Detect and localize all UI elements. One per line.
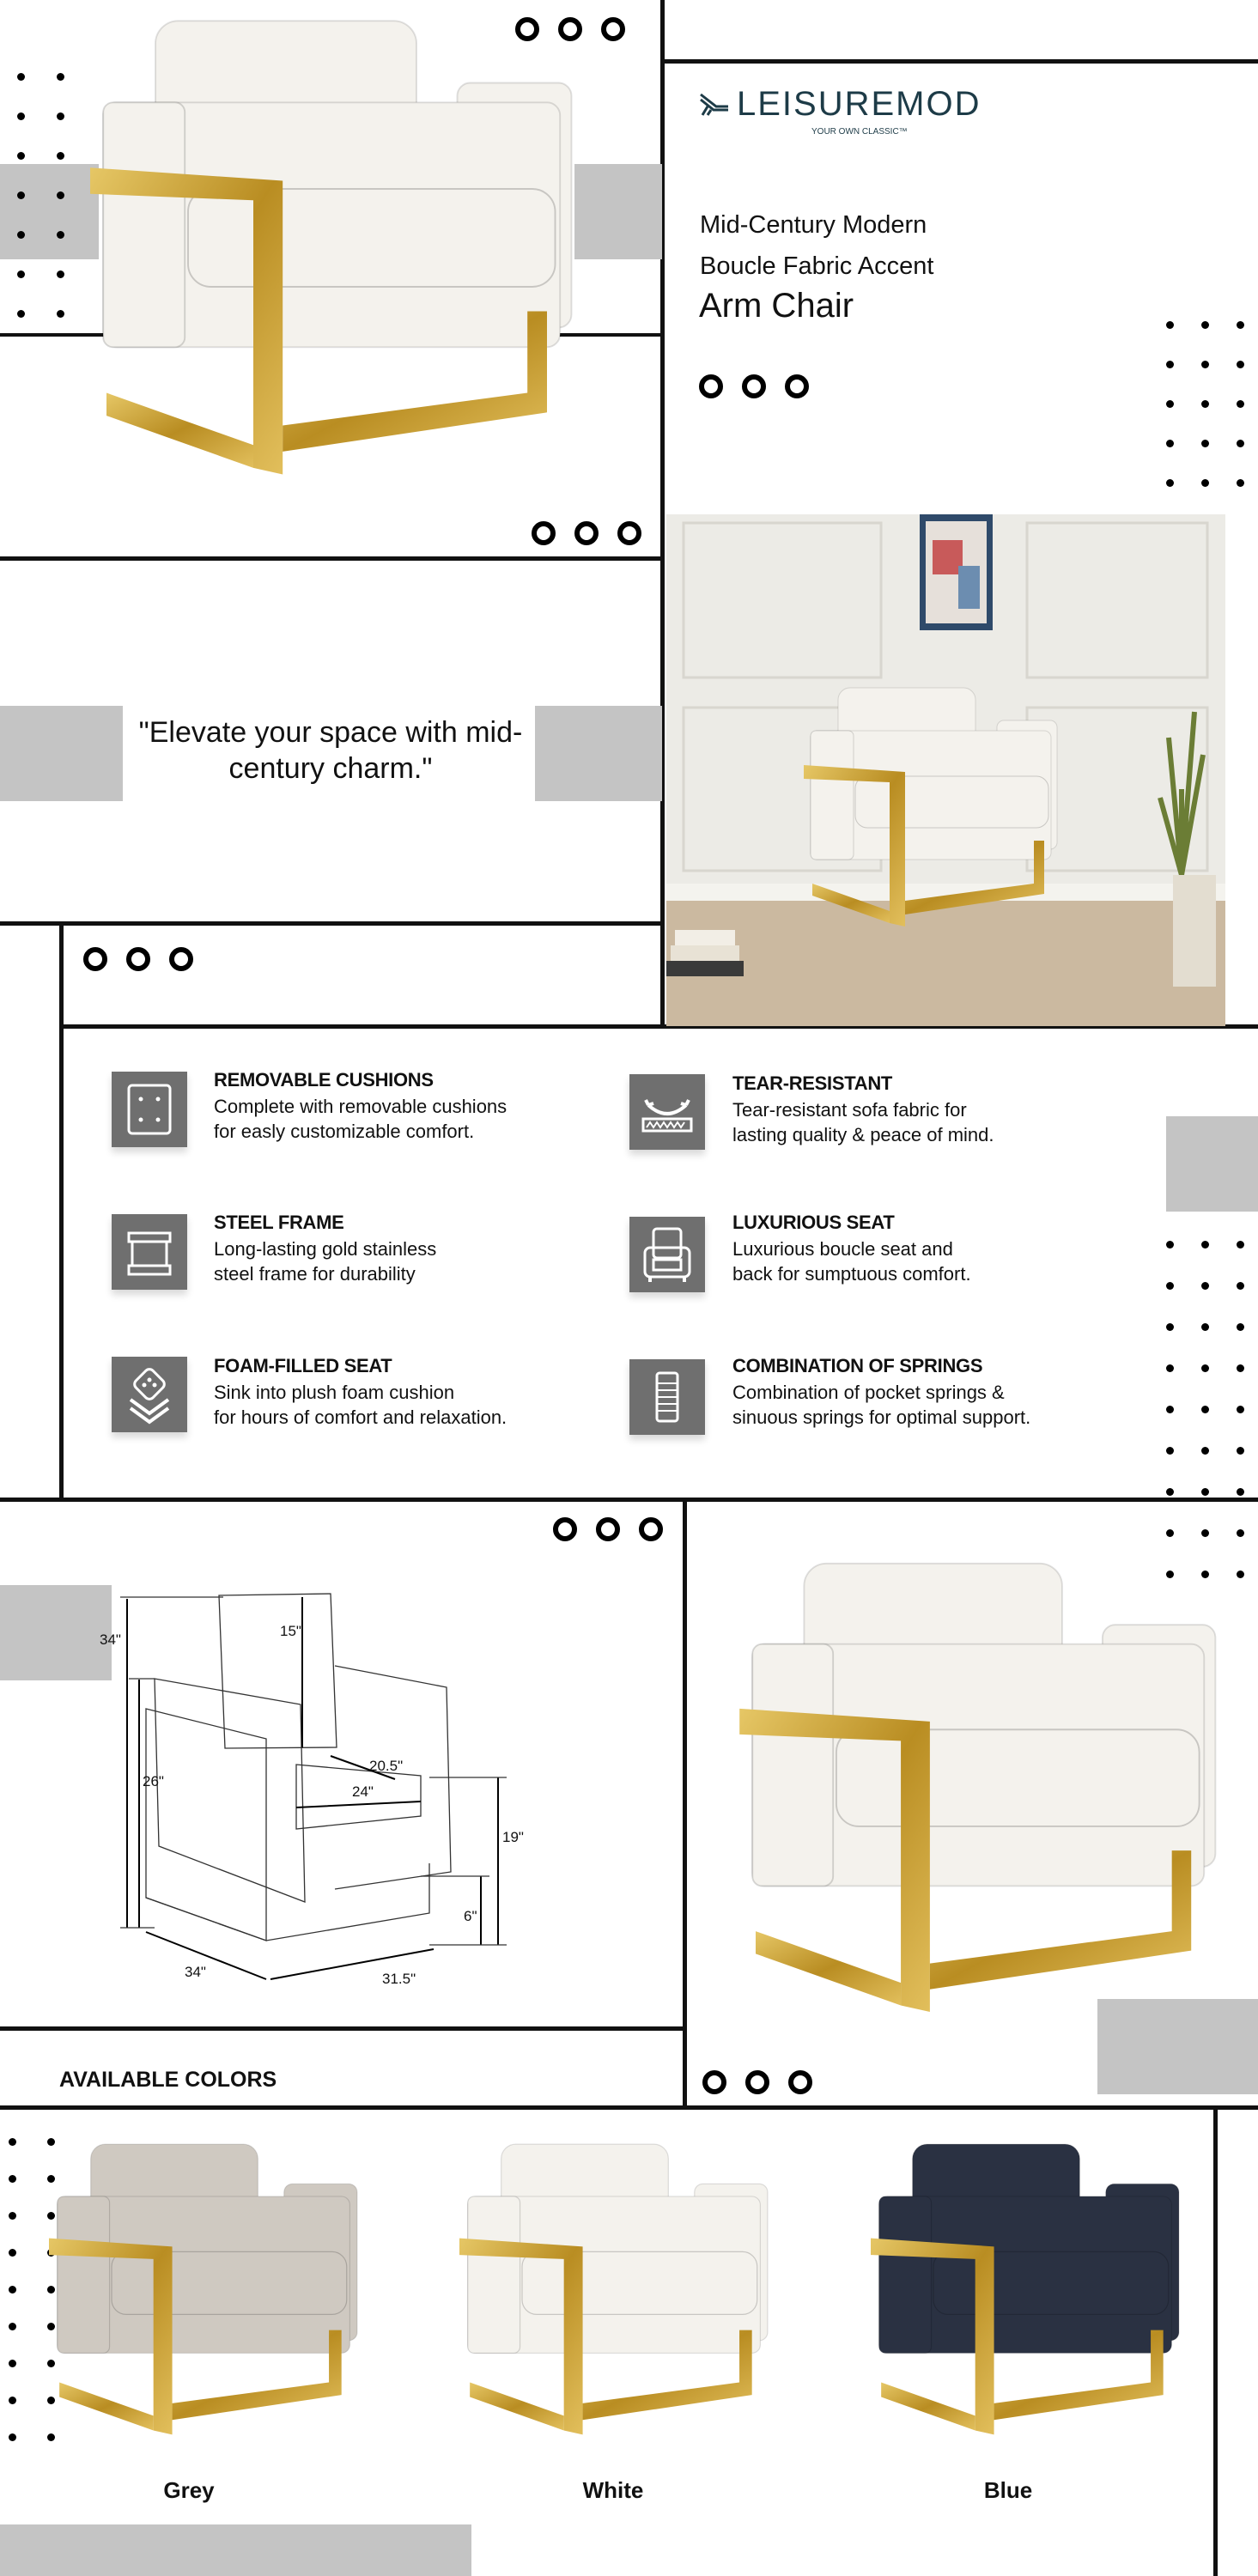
dim-width: 31.5" [382,1971,416,1987]
dim-seat-width: 24" [352,1783,374,1800]
circle-ornament [515,17,625,41]
product-chair-image [723,1560,1240,2012]
feature-title: FOAM-FILLED SEAT [214,1355,392,1376]
divider [660,0,665,1028]
armchair-icon [629,1217,705,1292]
color-swatch-white-chair[interactable] [459,2138,773,2439]
grey-accent-block [1097,1999,1258,2094]
feature-desc: Tear-resistant sofa fabric for lasting quality & peace of mind. [732,1099,994,1145]
divider [1213,2107,1218,2576]
grey-accent-block [574,164,662,259]
cushion-icon [112,1072,187,1147]
color-swatch-grey-chair[interactable] [49,2138,362,2439]
color-label-grey: Grey [163,2477,215,2503]
dot-grid [1166,1241,1244,1578]
logo-mark-icon [699,91,730,117]
divider [683,1499,687,2109]
dim-arm-height: 26" [143,1773,164,1789]
spring-icon [629,1359,705,1435]
feature-desc: Luxurious boucle seat and back for sumptuous comfort. [732,1238,971,1285]
product-title-line1: Mid-Century Modern [700,211,927,239]
available-colors-heading: AVAILABLE COLORS [59,2068,277,2092]
circle-ornament [83,947,193,971]
dot-grid [1166,321,1244,487]
divider [0,2105,1258,2110]
dimension-diagram [82,1580,550,1992]
quote-text: "Elevate your space with mid-century charm." [138,716,523,785]
grey-accent-block [0,706,123,801]
dim-back-height: 15" [280,1623,301,1639]
circle-ornament [553,1517,663,1541]
brand-logo [699,84,981,124]
dim-depth: 34" [185,1964,206,1980]
divider [0,556,662,561]
color-label-white: White [582,2477,644,2503]
divider [0,1498,1258,1502]
divider [0,921,662,926]
feature-title: TEAR-RESISTANT [732,1072,893,1094]
feature-title: STEEL FRAME [214,1212,344,1233]
feature-desc: Long-lasting gold stainless steel frame for durability [214,1238,437,1285]
feature-title: COMBINATION OF SPRINGS [732,1355,983,1376]
feature-title: REMOVABLE CUSHIONS [214,1069,434,1091]
feature-desc: Combination of pocket springs & sinuous springs for optimal support. [732,1382,1031,1428]
product-title-line3: Arm Chair [699,287,854,325]
divider [662,59,1258,64]
room-scene-photo [666,514,1225,1026]
dim-seat-height: 19" [502,1829,524,1845]
dim-leg-height: 6" [464,1908,477,1924]
product-title-line2: Boucle Fabric Accent [700,252,934,280]
fabric-stretch-icon [629,1074,705,1150]
dim-total-height: 34" [100,1631,121,1648]
grey-accent-block [0,2524,471,2576]
feature-desc: Sink into plush foam cushion for hours of comfort and relaxation. [214,1382,507,1428]
frame-icon [112,1214,187,1290]
circle-ornament [532,521,641,545]
circle-ornament [699,374,809,398]
grey-accent-block [1166,1116,1258,1212]
dim-seat-depth: 20.5" [369,1758,404,1774]
circle-ornament [702,2070,812,2094]
foam-layers-icon [112,1357,187,1432]
logo-text: LEISUREMOD [737,85,981,123]
feature-title: LUXURIOUS SEAT [732,1212,895,1233]
dot-grid [9,2138,55,2441]
hero-chair-image [90,16,580,476]
divider [0,2026,684,2031]
color-label-blue: Blue [983,2477,1033,2503]
dot-grid [17,73,64,318]
color-swatch-blue-chair[interactable] [871,2138,1184,2439]
logo-tagline: YOUR OWN CLASSIC™ [811,127,908,137]
feature-desc: Complete with removable cushions for easly customizable comfort. [214,1096,507,1142]
divider [59,923,64,1501]
grey-accent-block [535,706,662,801]
